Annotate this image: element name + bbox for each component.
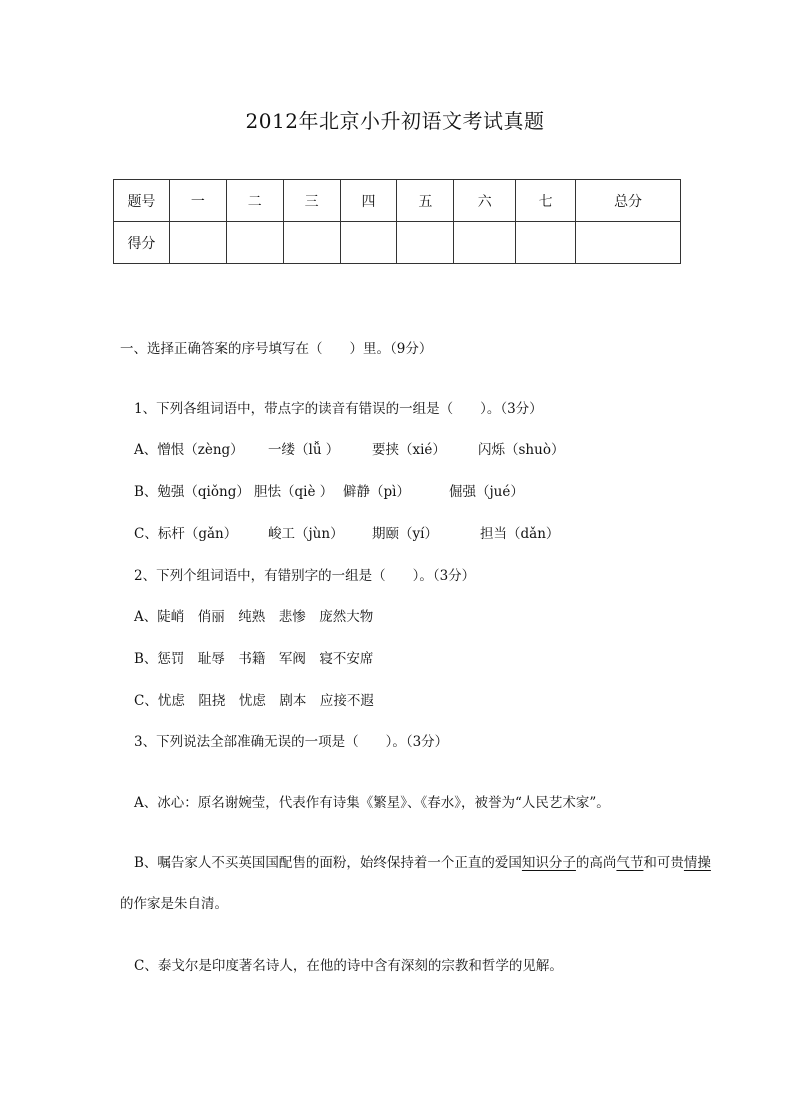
score-cell[interactable] [576,222,681,264]
option-item: 要挟（xié） [372,442,446,458]
underlined-term: 气节 [616,855,644,871]
option-b-continued: 的作家是朱自清。 [120,896,228,912]
table-cell: 总分 [576,180,681,222]
option-b [134,851,711,871]
section-heading: 一、选择正确答案的序号填写在（ ）里。（9分） [120,341,433,357]
option-item: 闪烁（shuò） [478,442,565,458]
table-cell: 二 [226,180,283,222]
option-b: B、惩罚 耻辱 书籍 军阀 寝不安席 [134,651,374,667]
question-stem: 3、下列说法全部准确无误的一项是（ ）。（3分） [134,734,449,750]
option-b [134,480,524,500]
option-item: 担当（dǎn） [480,526,560,542]
option-item: 期颐（yí） [372,526,438,542]
score-cell[interactable] [516,222,576,264]
score-cell[interactable] [340,222,397,264]
score-cell[interactable] [283,222,340,264]
underlined-term: 情操 [683,855,711,871]
option-item: 倔强（jué） [449,484,524,500]
score-cell[interactable] [226,222,283,264]
score-table [113,179,681,264]
table-cell: 四 [340,180,397,222]
option-c: C、泰戈尔是印度著名诗人，在他的诗中含有深刻的宗教和哲学的见解。 [134,958,563,974]
page-title: 2012年北京小升初语文考试真题 [245,109,545,133]
score-cell[interactable] [397,222,454,264]
table-cell: 得分 [114,222,170,264]
option-a: A、陡峭 俏丽 纯熟 悲惨 庞然大物 [134,609,374,625]
option-item: B、勉强（qiǒng） [134,484,250,500]
question-stem: 1、下列各组词语中，带点字的读音有错误的一组是（ ）。（3分） [134,401,543,417]
score-table-header-row [114,180,681,222]
table-cell: 五 [397,180,454,222]
table-cell: 六 [454,180,516,222]
option-item: 一缕（lǚ ） [268,442,340,458]
question-stem: 2、下列个组词语中，有错别字的一组是（ ）。（3分） [134,568,476,584]
underlined-term: 知识分子 [521,855,576,871]
table-cell: 三 [283,180,340,222]
option-a: A、冰心：原名谢婉莹，代表作有诗集《繁星》、《春水》，被誉为“人民艺术家”。 [134,795,610,811]
option-item: 僻静（pì） [343,484,410,500]
score-table-score-row [114,222,681,264]
text-run: 和可贵 [643,855,684,871]
option-item: 胆怯（qiè ） [254,484,334,500]
option-item: C、标杆（gǎn） [134,526,238,542]
text-run: 的高尚 [575,855,617,871]
table-cell: 题号 [114,180,170,222]
option-item: 峻工（jùn） [268,526,344,542]
option-c: C、忧虑 阻挠 忧虑 剧本 应接不遐 [134,693,374,709]
table-cell: 一 [169,180,226,222]
option-c [134,522,559,542]
text-run: B、嘱告家人不买英国国配售的面粉，始终保持着一个正直的爱国 [134,855,522,871]
score-cell[interactable] [454,222,516,264]
option-a [134,438,564,458]
score-cell[interactable] [169,222,226,264]
table-cell: 七 [516,180,576,222]
option-item: A、憎恨（zèng） [134,442,244,458]
